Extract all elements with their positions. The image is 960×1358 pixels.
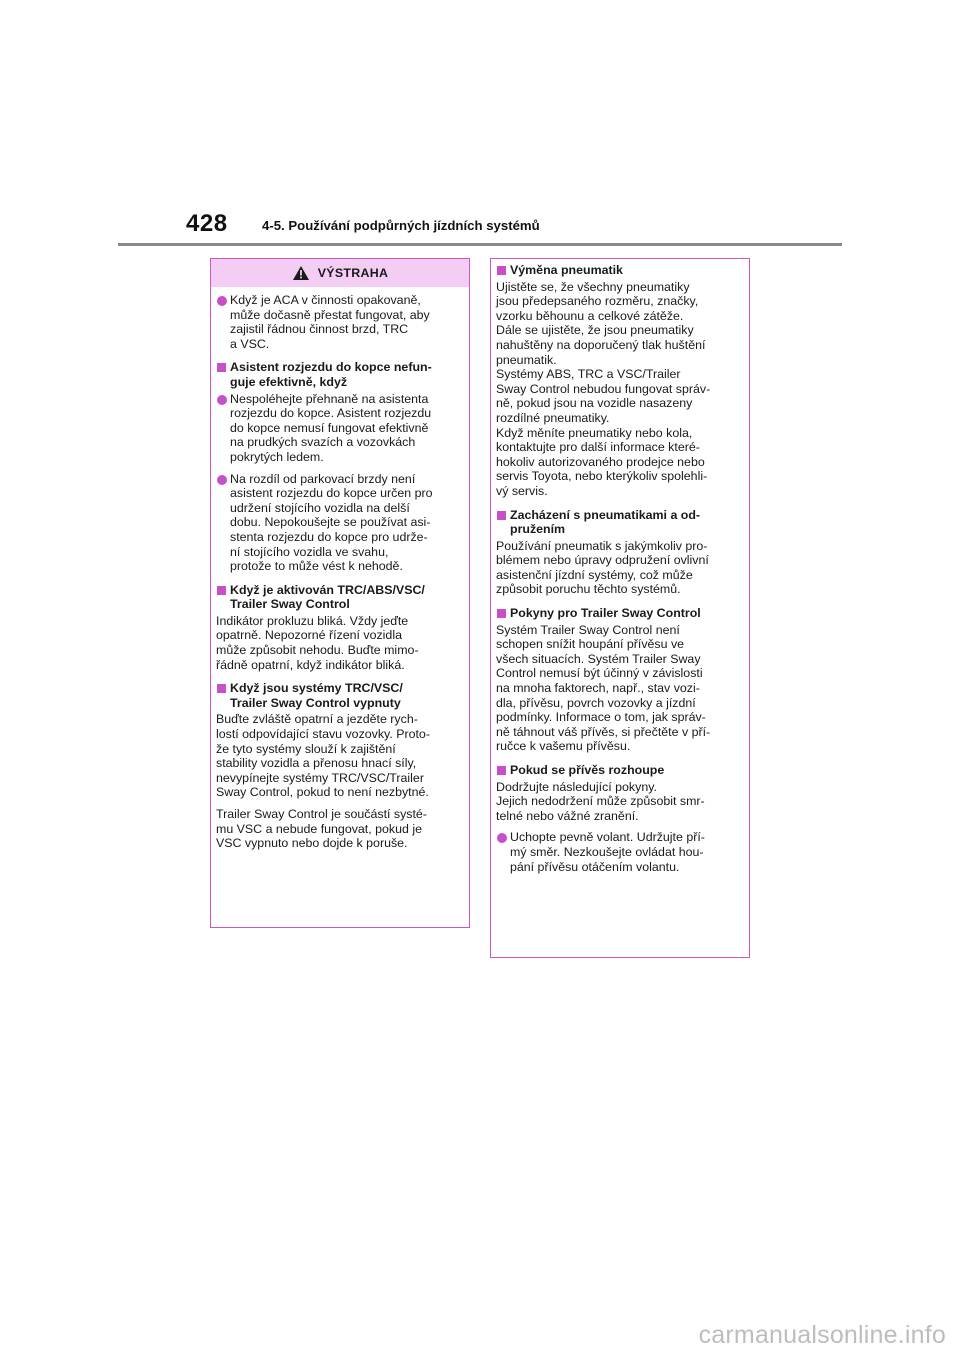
bullet-item: [216, 392, 463, 465]
bullet-dot-icon: [217, 296, 227, 306]
heading-square-icon: [497, 266, 506, 275]
text-line: pokrytých ledem.: [230, 449, 324, 464]
text-line: Nespoléhejte přehnaně na asistenta: [230, 391, 429, 406]
bullet-item: [216, 472, 463, 574]
subheading: [496, 263, 743, 278]
warning-title: VÝSTRAHA: [317, 266, 389, 280]
text-line: že tyto systémy slouží k zajištění: [216, 741, 396, 756]
text-line: telné nebo vážné zranění.: [496, 808, 639, 823]
heading-square-icon: [497, 609, 506, 618]
text-line: Když je aktivován TRC/ABS/VSC/: [230, 582, 425, 597]
paragraph: [496, 780, 743, 824]
text-line: dla, přívěsu, povrch vozovky a jízdní: [496, 695, 696, 710]
text-line: lostí odpovídající stavu vozovky. Proto-: [216, 727, 430, 742]
text-line: Trailer Sway Control vypnuty: [230, 695, 401, 710]
text-line: ně, pokud jsou na vozidle nasazeny: [496, 396, 693, 411]
page-number: 428: [186, 210, 228, 237]
text-line: dobu. Nepokoušejte se používat asi-: [230, 515, 431, 530]
watermark: carmanualsonline.info: [698, 1321, 946, 1349]
subheading: [216, 681, 463, 710]
text-line: Pokud se přívěs rozhoupe: [510, 763, 665, 777]
text-line: stability vozidla a přenosu hnací síly,: [216, 756, 417, 771]
text-line: a VSC.: [230, 336, 270, 351]
bullet-dot-icon: [217, 395, 227, 405]
text-line: pání přívěsu otáčením volantu.: [510, 859, 680, 874]
paragraph: [216, 614, 463, 672]
text-line: guje efektivně, když: [230, 374, 348, 389]
text-line: vzorku běhounu a celkové zátěže.: [496, 308, 684, 323]
text-line: Sway Control, pokud to není nezbytné.: [216, 785, 429, 800]
text-line: Sway Control nebudou fungovat správ-: [496, 381, 711, 396]
text-line: VSC vypnuto nebo dojde k poruše.: [216, 836, 408, 851]
text-line: může způsobit nehodu. Buďte mimo-: [216, 643, 419, 658]
text-line: podmínky. Informace o tom, jak správ-: [496, 710, 706, 725]
text-line: způsobit poruchu těchto systémů.: [496, 582, 681, 597]
text-line: stenta rozjezdu do kopce pro udrže-: [230, 529, 428, 544]
header-rule: [118, 243, 842, 246]
heading-square-icon: [217, 363, 226, 372]
paragraph: [216, 807, 463, 851]
text-line: Uchopte pevně volant. Udržujte pří-: [510, 830, 705, 845]
text-line: zajistil řádnou činnost brzd, TRC: [230, 322, 409, 337]
text-line: řádně opatrní, když indikátor bliká.: [216, 657, 405, 672]
text-line: Pokyny pro Trailer Sway Control: [510, 606, 701, 621]
text-line: na mnoha faktorech, např., stav vozi-: [496, 681, 700, 696]
heading-square-icon: [217, 586, 226, 595]
text-line: do kopce nemusí fungovat efektivně: [230, 420, 429, 435]
text-line: rozjezdu do kopce. Asistent rozjezdu: [230, 406, 432, 421]
bullet-item: [496, 830, 743, 874]
text-line: pneumatik.: [496, 352, 557, 367]
text-line: ručce k vašemu přívěsu.: [496, 739, 631, 754]
text-line: Indikátor prokluzu bliká. Vždy jeďte: [216, 613, 409, 628]
heading-square-icon: [217, 684, 226, 693]
warning-header: [211, 259, 469, 287]
text-line: hokoliv autorizovaného prodejce nebo: [496, 454, 705, 469]
text-line: nahuštěny na doporučený tlak huštění: [496, 337, 706, 352]
heading-square-icon: [497, 766, 506, 775]
paragraph: [496, 623, 743, 754]
text-line: protože to může vést k nehodě.: [230, 559, 403, 574]
text-line: Na rozdíl od parkovací brzdy není: [230, 471, 416, 486]
text-line: schopen snížit houpání přívěsu ve: [496, 637, 685, 652]
subheading: [496, 508, 743, 537]
text-line: blémem nebo úpravy odpružení ovlivní: [496, 553, 709, 568]
text-line: Buďte zvláště opatrní a jezděte rych-: [216, 712, 418, 727]
paragraph: [216, 712, 463, 800]
text-line: asistenční jízdní systémy, což může: [496, 567, 693, 582]
text-line: Dále se ujistěte, že jsou pneumatiky: [496, 323, 694, 338]
text-line: Když měníte pneumatiky nebo kola,: [496, 425, 693, 440]
text-line: Systém Trailer Sway Control není: [496, 622, 680, 637]
text-line: Trailer Sway Control je součástí systé-: [216, 807, 427, 821]
text-line: Výměna pneumatik: [510, 263, 623, 277]
warning-content: [216, 293, 463, 851]
text-line: Systémy ABS, TRC a VSC/Trailer: [496, 367, 681, 382]
text-line: rozdílné pneumatiky.: [496, 410, 610, 425]
paragraph: [496, 539, 743, 597]
text-line: mý směr. Nezkoušejte ovládat hou-: [510, 844, 704, 859]
text-line: Trailer Sway Control: [230, 597, 350, 612]
text-line: může dočasně přestat fungovat, aby: [230, 307, 430, 322]
warning-triangle-icon: [292, 265, 310, 281]
text-line: na prudkých svazích a vozovkách: [230, 435, 416, 450]
paragraph: [496, 280, 743, 499]
text-line: Používání pneumatik s jakýmkoliv pro-: [496, 538, 708, 553]
text-line: Jejich nedodržení může způsobit smr-: [496, 794, 705, 809]
text-line: nevypínejte systémy TRC/VSC/Trailer: [216, 770, 424, 785]
bullet-item: [216, 293, 463, 351]
bullet-dot-icon: [497, 833, 507, 843]
subheading: [496, 606, 743, 621]
bullet-dot-icon: [217, 475, 227, 485]
heading-square-icon: [497, 511, 506, 520]
text-line: Dodržujte následující pokyny.: [496, 779, 657, 794]
text-line: Ujistěte se, že všechny pneumatiky: [496, 279, 690, 294]
text-line: ně táhnout váš přívěs, si přečtěte v pří-: [496, 724, 711, 739]
text-line: Control nemusí být účinný v závislosti: [496, 666, 703, 681]
text-line: asistent rozjezdu do kopce určen pro: [230, 486, 433, 501]
info-content: [496, 263, 743, 874]
text-line: jsou předepsaného rozměru, značky,: [496, 294, 699, 309]
text-line: udržení stojícího vozidla na delší: [230, 500, 410, 515]
text-line: kontaktujte pro další informace které-: [496, 440, 700, 455]
text-line: Když jsou systémy TRC/VSC/: [230, 681, 403, 696]
text-line: pružením: [510, 522, 566, 537]
text-line: mu VSC a nebude fungovat, pokud je: [216, 821, 422, 836]
info-box: [490, 258, 750, 958]
text-line: opatrně. Nepozorné řízení vozidla: [216, 628, 402, 643]
section-title: 4-5. Používání podpůrných jízdních systémů: [262, 218, 540, 233]
text-line: servis Toyota, nebo kterýkoliv spolehli-: [496, 469, 708, 484]
subheading: [496, 763, 743, 778]
text-line: Asistent rozjezdu do kopce nefun-: [230, 360, 432, 375]
text-line: Zacházení s pneumatikami a od-: [510, 507, 701, 522]
text-line: vý servis.: [496, 483, 548, 498]
subheading: [216, 583, 463, 612]
text-line: všech situacích. Systém Trailer Sway: [496, 651, 701, 666]
warning-box: [210, 258, 470, 928]
text-line: ní stojícího vozidla ve svahu,: [230, 544, 389, 559]
text-line: Když je ACA v činnosti opakovaně,: [230, 293, 421, 307]
subheading: [216, 360, 463, 389]
